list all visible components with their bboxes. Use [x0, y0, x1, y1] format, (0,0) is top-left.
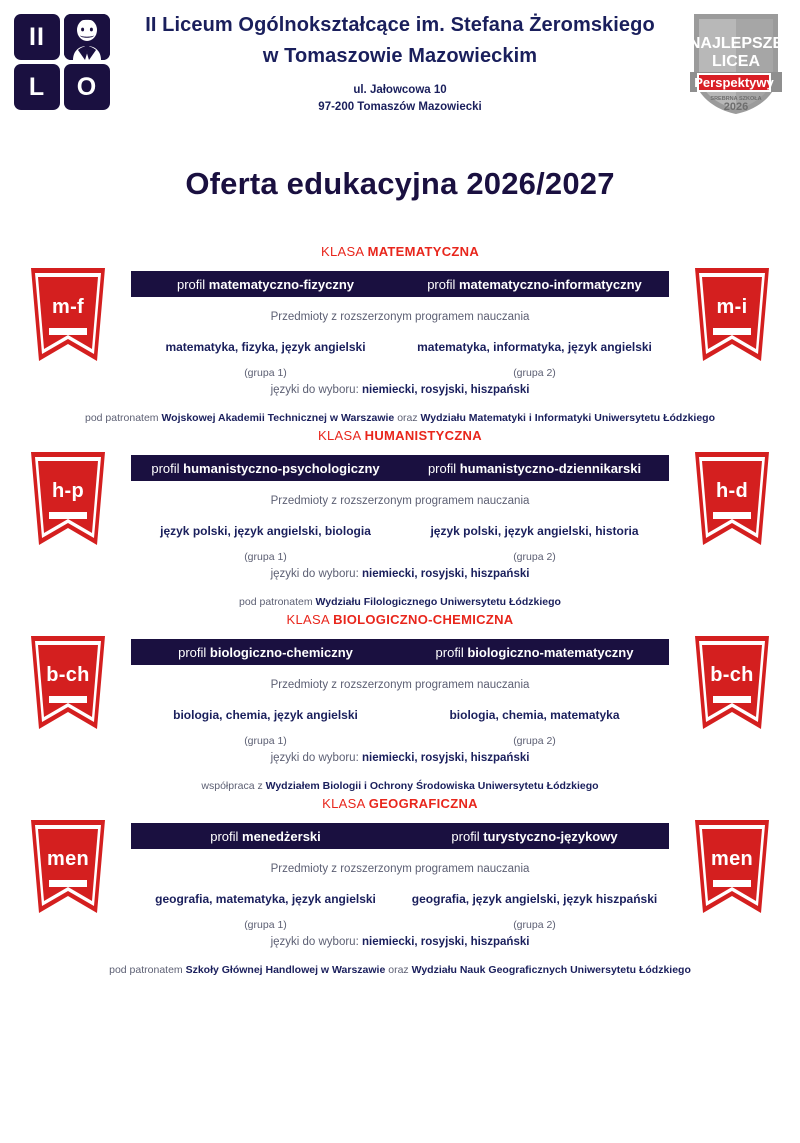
patronage-prefix: współpraca z — [201, 780, 266, 792]
class-name: HUMANISTYCZNA — [364, 428, 482, 443]
class-badge-abbr: b-ch — [46, 664, 90, 686]
group-label-1: (grupa 1) — [244, 551, 287, 563]
profile-word-right: profil — [451, 828, 484, 844]
profile-right — [400, 829, 669, 844]
school-name-line-1: II Liceum Ogólnokształcące im. Stefana Żeromskiego — [145, 14, 655, 36]
profile-name-left: menedżerski — [242, 828, 321, 844]
profile-left — [131, 645, 400, 660]
class-keyword: KLASA — [322, 796, 369, 811]
class-section — [0, 244, 800, 424]
subjects-row — [131, 892, 669, 906]
patronage-prefix: pod patronatem — [109, 964, 186, 976]
languages-row — [131, 568, 669, 580]
profile-name-left: humanistyczno-psychologiczny — [183, 460, 380, 476]
languages-prefix: języki do wyboru: — [270, 936, 362, 948]
patronage-conjunction: oraz — [385, 964, 412, 976]
school-address — [0, 82, 800, 115]
badge-sub: SREBRNA SZKOŁA — [710, 96, 762, 102]
profile-word-right: profil — [435, 644, 468, 660]
class-badge-underline — [713, 880, 751, 887]
badge-brand: Perspektywy — [694, 75, 774, 90]
class-section-title — [0, 244, 800, 259]
group-label-2: (grupa 2) — [513, 551, 556, 563]
languages-prefix: języki do wyboru: — [270, 752, 362, 764]
profile-name-left: biologiczno-chemiczny — [209, 644, 353, 660]
languages-list: niemiecki, rosyjski, hiszpański — [361, 568, 530, 580]
profile-word-left: profil — [176, 276, 209, 292]
logo-square-ii: II — [14, 14, 60, 60]
subjects-right: matematyka, informatyka, język angielski — [417, 340, 652, 354]
class-badge-right — [692, 266, 772, 363]
profile-left — [131, 277, 400, 292]
extended-subjects-label: Przedmioty z rozszerzonym programem nauczania — [270, 495, 530, 507]
profile-left — [131, 829, 400, 844]
class-badge-left — [28, 450, 108, 547]
class-badge-underline — [49, 328, 87, 335]
badge-line2: LICEA — [712, 53, 760, 70]
class-badge-abbr: m-i — [716, 296, 748, 318]
patronage-line — [0, 412, 800, 424]
profile-word-right: profil — [427, 460, 460, 476]
languages-prefix: języki do wyboru: — [270, 568, 362, 580]
class-section-body — [131, 823, 669, 948]
class-section — [0, 428, 800, 608]
group-label-2: (grupa 2) — [513, 367, 556, 379]
class-name: MATEMATYCZNA — [367, 244, 480, 259]
profile-left — [131, 461, 400, 476]
school-logo — [14, 14, 112, 112]
school-name — [0, 10, 800, 72]
patronage-prefix: pod patronatem — [239, 596, 316, 608]
patronage-conjunction: oraz — [394, 412, 421, 424]
languages-list: niemiecki, rosyjski, hiszpański — [361, 752, 530, 764]
class-badge-underline — [49, 880, 87, 887]
group-label-2: (grupa 2) — [513, 735, 556, 747]
class-badge-abbr: men — [46, 848, 90, 870]
groups-row — [131, 735, 669, 747]
zeromski-portrait-icon — [64, 14, 110, 60]
extended-subjects-label: Przedmioty z rozszerzonym programem nauczania — [270, 679, 530, 691]
patronage-institution-2: Wydziału Matematyki i Informatyki Uniwersytetu Łódzkiego — [420, 412, 715, 424]
subjects-row — [131, 524, 669, 538]
profile-bar — [131, 823, 669, 849]
groups-row — [131, 367, 669, 379]
offer-sections — [0, 244, 800, 976]
class-badge-abbr: men — [710, 848, 754, 870]
patronage-institution-1: Szkoły Głównej Handlowej w Warszawie — [185, 964, 386, 976]
class-keyword: KLASA — [320, 244, 368, 259]
badge-year: 2026 — [723, 101, 749, 113]
class-section — [0, 796, 800, 976]
patronage-institution-1: Wojskowej Akademii Technicznej w Warszawie — [161, 412, 395, 424]
class-badge-left — [28, 266, 108, 363]
class-section-body — [131, 455, 669, 580]
profile-right — [400, 461, 669, 476]
group-label-1: (grupa 1) — [244, 735, 287, 747]
class-section-title — [0, 796, 800, 811]
profile-name-right: matematyczno-informatyczny — [459, 276, 642, 292]
class-badge-underline — [713, 328, 751, 335]
profile-name-right: turystyczno-językowy — [483, 828, 618, 844]
class-badge-underline — [713, 696, 751, 703]
languages-list: niemiecki, rosyjski, hiszpański — [361, 936, 530, 948]
groups-row — [131, 919, 669, 931]
class-badge-abbr: h-d — [716, 480, 748, 502]
class-badge-underline — [49, 512, 87, 519]
badge-line1: NAJLEPSZE — [688, 35, 784, 52]
subjects-right: język polski, język angielski, historia — [430, 524, 639, 538]
extended-subjects-label: Przedmioty z rozszerzonym programem nauczania — [270, 863, 530, 875]
profile-word-right: profil — [427, 276, 459, 292]
class-section-body — [131, 271, 669, 396]
class-keyword: KLASA — [318, 428, 365, 443]
profile-name-right: humanistyczno-dziennikarski — [459, 460, 642, 476]
subjects-row — [131, 340, 669, 354]
subjects-left: matematyka, fizyka, język angielski — [165, 340, 366, 354]
patronage-line — [0, 596, 800, 608]
profile-right — [400, 645, 669, 660]
class-badge-left — [28, 634, 108, 731]
class-badge-right — [692, 634, 772, 731]
subjects-right: geografia, język angielski, język hiszpański — [411, 892, 658, 906]
address-street: ul. Jałowcowa 10 — [353, 84, 447, 96]
perspektywy-badge — [686, 8, 786, 120]
class-badge-right — [692, 818, 772, 915]
subjects-row — [131, 708, 669, 722]
languages-row — [131, 752, 669, 764]
patronage-line — [0, 964, 800, 976]
languages-list: niemiecki, rosyjski, hiszpański — [361, 384, 530, 396]
class-badge-right — [692, 450, 772, 547]
class-section-title — [0, 428, 800, 443]
logo-square-portrait — [64, 14, 110, 60]
class-section-title — [0, 612, 800, 627]
languages-prefix: języki do wyboru: — [270, 384, 362, 396]
subjects-right: biologia, chemia, matematyka — [449, 708, 620, 722]
class-badge-underline — [713, 512, 751, 519]
subjects-left: biologia, chemia, język angielski — [173, 708, 358, 722]
page-header — [0, 0, 800, 132]
group-label-1: (grupa 1) — [244, 919, 287, 931]
patronage-institution-2: Wydziału Nauk Geograficznych Uniwersytetu Łódzkiego — [411, 964, 691, 976]
class-name: BIOLOGICZNO-CHEMICZNA — [333, 612, 514, 627]
logo-square-o: O — [64, 64, 110, 110]
class-keyword: KLASA — [286, 612, 334, 627]
patronage-institution-1: Wydziału Filologicznego Uniwersytetu Łódzkiego — [315, 596, 561, 608]
class-section-body — [131, 639, 669, 764]
profile-bar — [131, 271, 669, 297]
class-badge-abbr: h-p — [52, 480, 84, 502]
class-badge-underline — [49, 696, 87, 703]
profile-word-left: profil — [178, 644, 210, 660]
profile-bar — [131, 639, 669, 665]
patronage-institution-1: Wydziałem Biologii i Ochrony Środowiska Uniwersytetu Łódzkiego — [265, 780, 599, 792]
class-badge-abbr: b-ch — [710, 664, 754, 686]
class-section — [0, 612, 800, 792]
group-label-1: (grupa 1) — [244, 367, 287, 379]
address-city: 97-200 Tomaszów Mazowiecki — [318, 100, 482, 113]
class-badge-left — [28, 818, 108, 915]
subjects-left: język polski, język angielski, biologia — [160, 524, 371, 538]
page-title: Oferta edukacyjna 2026/2027 — [185, 166, 615, 201]
extended-subjects-label: Przedmioty z rozszerzonym programem nauczania — [270, 311, 530, 323]
patronage-prefix: pod patronatem — [84, 412, 162, 424]
profile-word-left: profil — [151, 460, 184, 476]
profile-bar — [131, 455, 669, 481]
groups-row — [131, 551, 669, 563]
subjects-left: geografia, matematyka, język angielski — [155, 892, 376, 906]
perspektywy-shield-icon — [686, 8, 786, 120]
group-label-2: (grupa 2) — [513, 919, 556, 931]
class-name: GEOGRAFICZNA — [368, 796, 478, 811]
languages-row — [131, 936, 669, 948]
profile-name-left: matematyczno-fizyczny — [208, 276, 354, 292]
patronage-line — [0, 780, 800, 792]
class-badge-abbr: m-f — [51, 296, 84, 318]
school-name-line-2: w Tomaszowie Mazowieckim — [262, 45, 538, 67]
profile-name-right: biologiczno-matematyczny — [467, 644, 634, 660]
profile-right — [400, 277, 669, 292]
profile-word-left: profil — [210, 828, 243, 844]
logo-square-l: L — [14, 64, 60, 110]
languages-row — [131, 384, 669, 396]
